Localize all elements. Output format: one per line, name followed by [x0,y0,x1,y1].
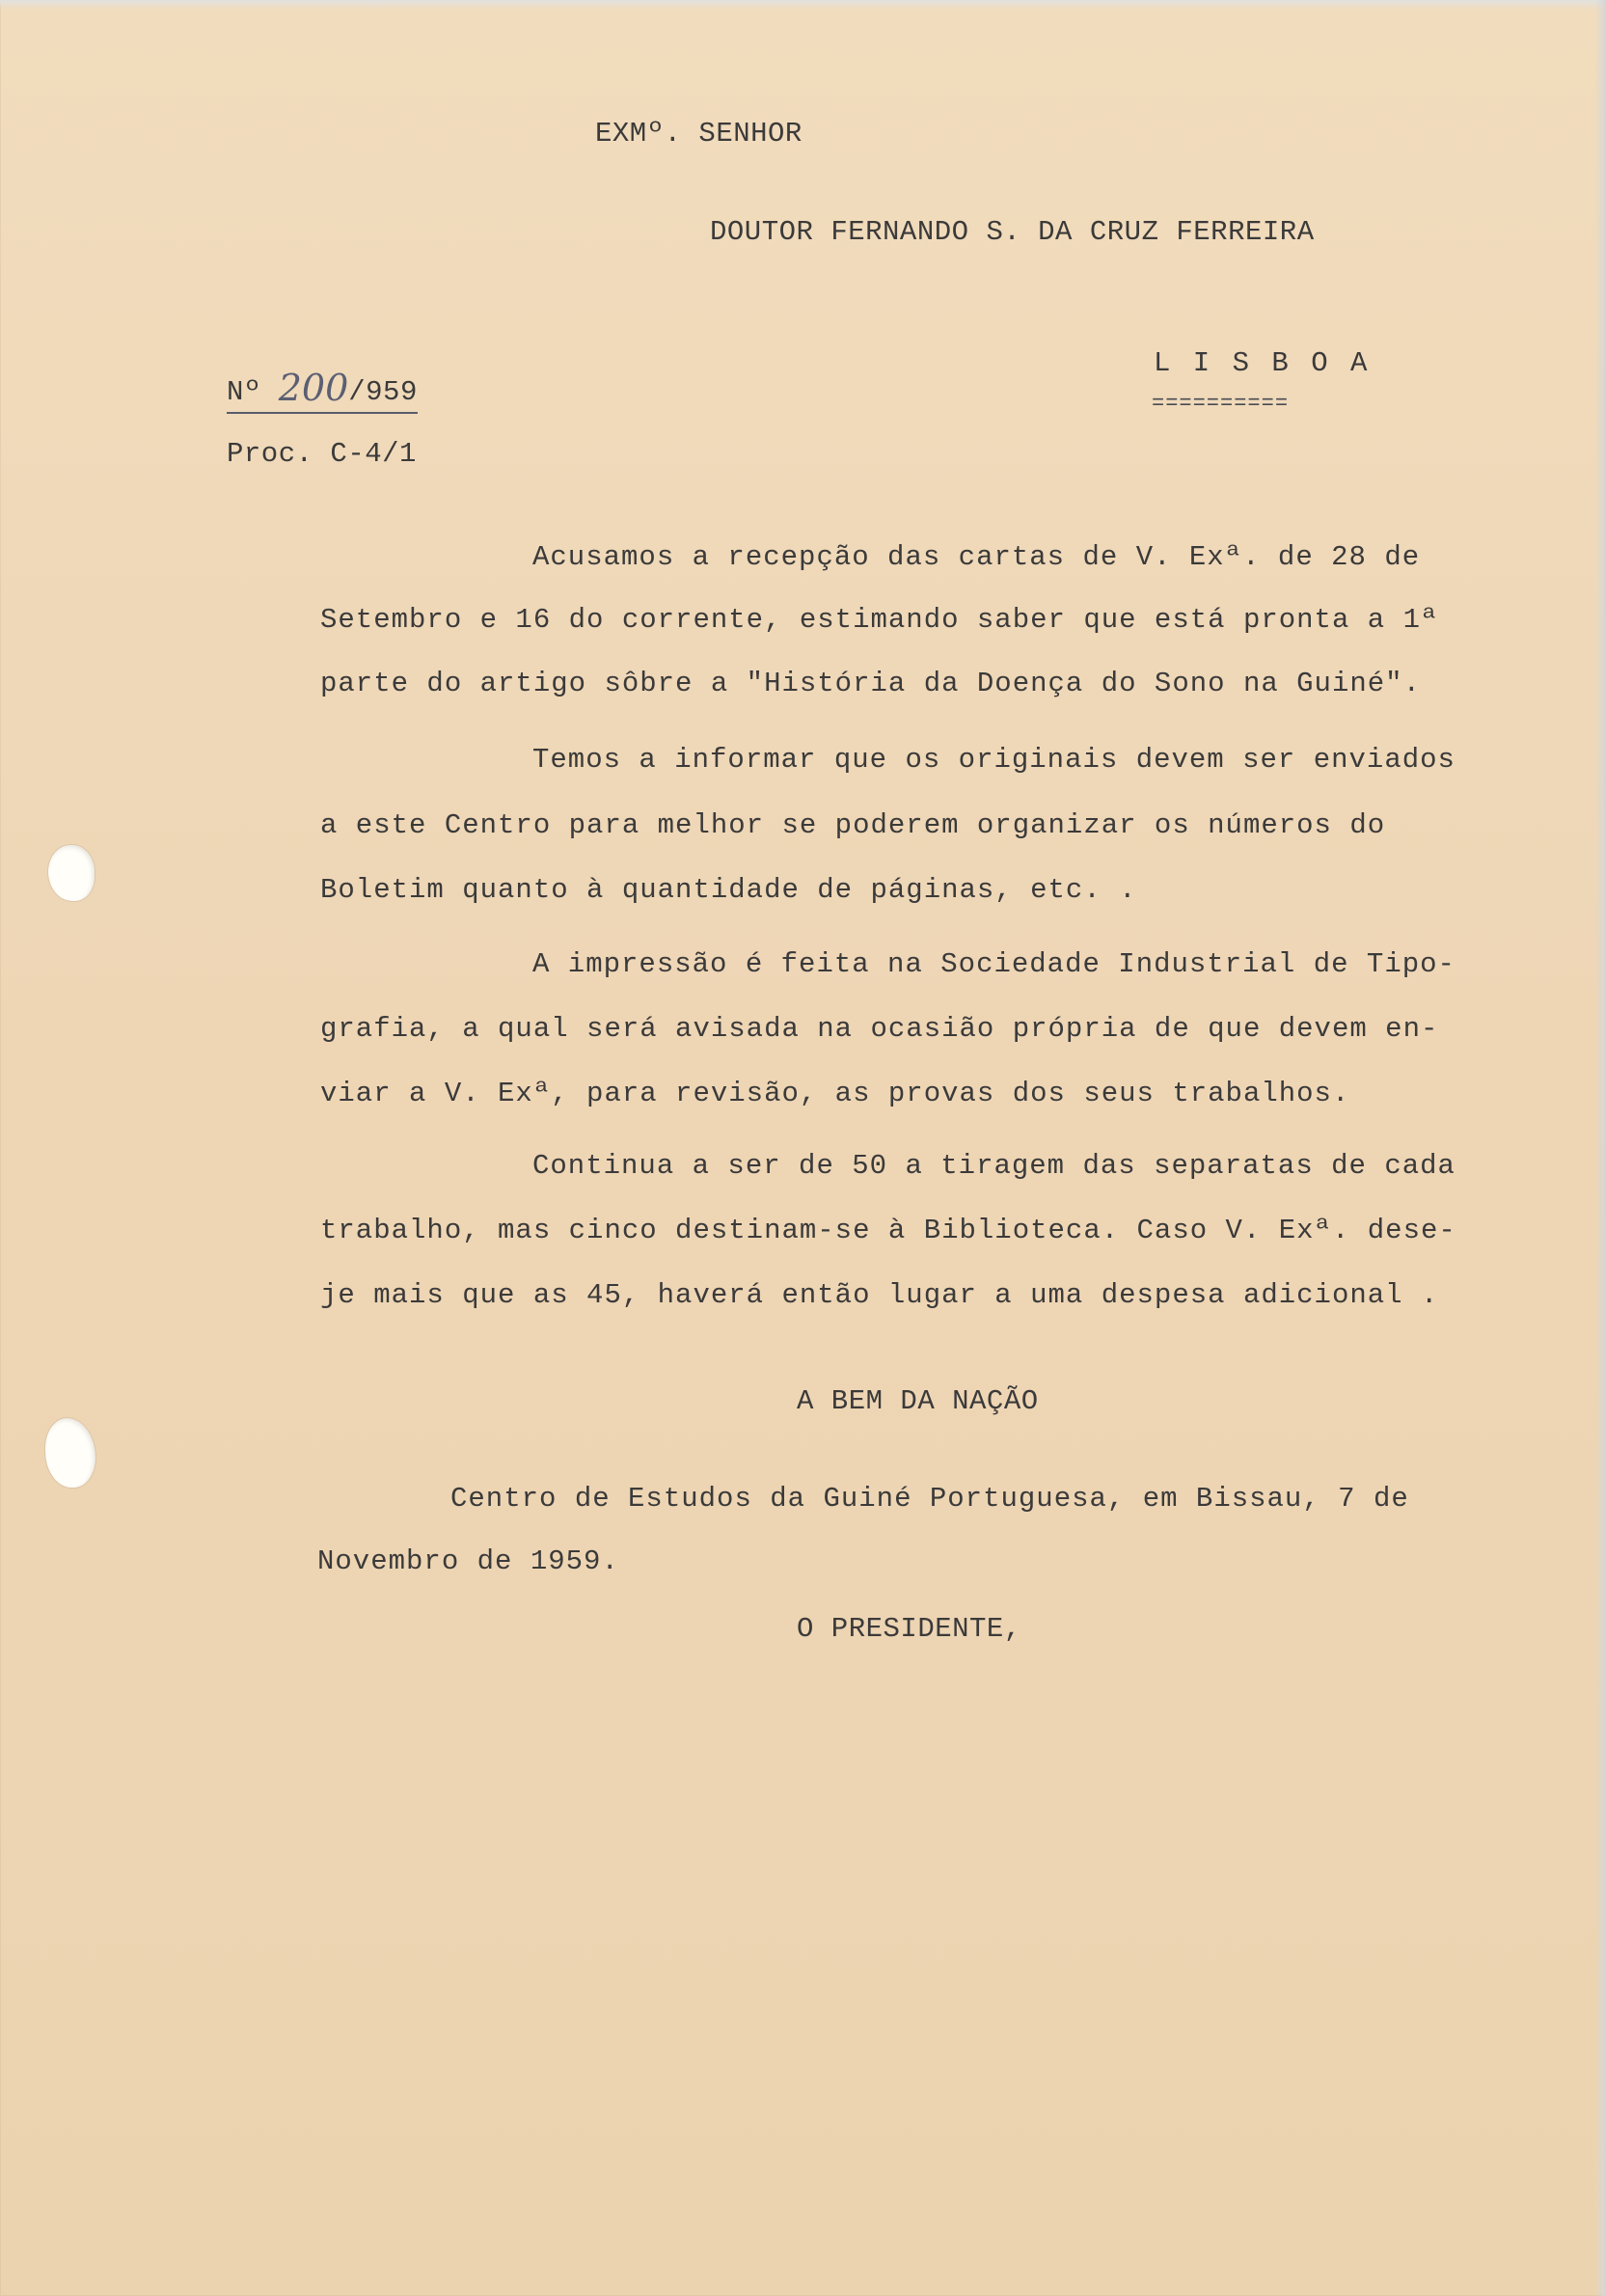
punch-hole-lower [45,1418,95,1488]
city-name: L I S B O A [1154,347,1371,379]
signature-title: O PRESIDENTE, [797,1613,1021,1645]
body-line: Boletim quanto à quantidade de páginas, etc. . [320,874,1137,906]
body-line: grafia, a qual será avisada na ocasião própria de que devem en- [320,1013,1439,1045]
body-line: trabalho, mas cinco destinam-se à Biblioteca. Caso V. Exª. dese- [320,1215,1456,1246]
reference-number [227,367,418,409]
scan-right-edge [1595,0,1605,2296]
sender-line-1: Centro de Estudos da Guiné Portuguesa, em Bissau, 7 de [450,1483,1409,1515]
recipient-title: EXMº. SENHOR [595,118,802,150]
body-line: a este Centro para melhor se poderem organizar os números do [320,809,1386,841]
body-line: Temos a informar que os originais devem ser enviados [532,744,1455,776]
body-line: A impressão é feita na Sociedade Industrial de Tipo- [532,948,1455,980]
city-underline: ========== [1152,392,1290,416]
recipient-name: DOUTOR FERNANDO S. DA CRUZ FERREIRA [710,216,1315,248]
handwritten-reference-number: 200 [278,367,349,409]
reference-underline [227,367,418,414]
body-line: Continua a ser de 50 a tiragem das separatas de cada [532,1150,1455,1182]
punch-hole-upper [48,845,95,901]
sender-line-2: Novembro de 1959. [317,1545,619,1577]
reference-prefix: Nº [227,376,279,408]
body-line: viar a V. Exª, para revisão, as provas dos seus trabalhos. [320,1078,1350,1109]
body-line: parte do artigo sôbre a "História da Doença do Sono na Guiné". [320,668,1421,699]
body-line: je mais que as 45, haverá então lugar a uma despesa adicional . [320,1279,1439,1311]
body-line: Setembro e 16 do corrente, estimando saber que está pronta a 1ª [320,604,1439,636]
closing-formula: A BEM DA NAÇÃO [797,1385,1039,1417]
body-line: Acusamos a recepção das cartas de V. Exª. de 28 de [532,541,1421,573]
process-reference: Proc. C-4/1 [227,438,417,470]
reference-year: /959 [348,376,418,408]
scan-top-edge [0,0,1605,10]
